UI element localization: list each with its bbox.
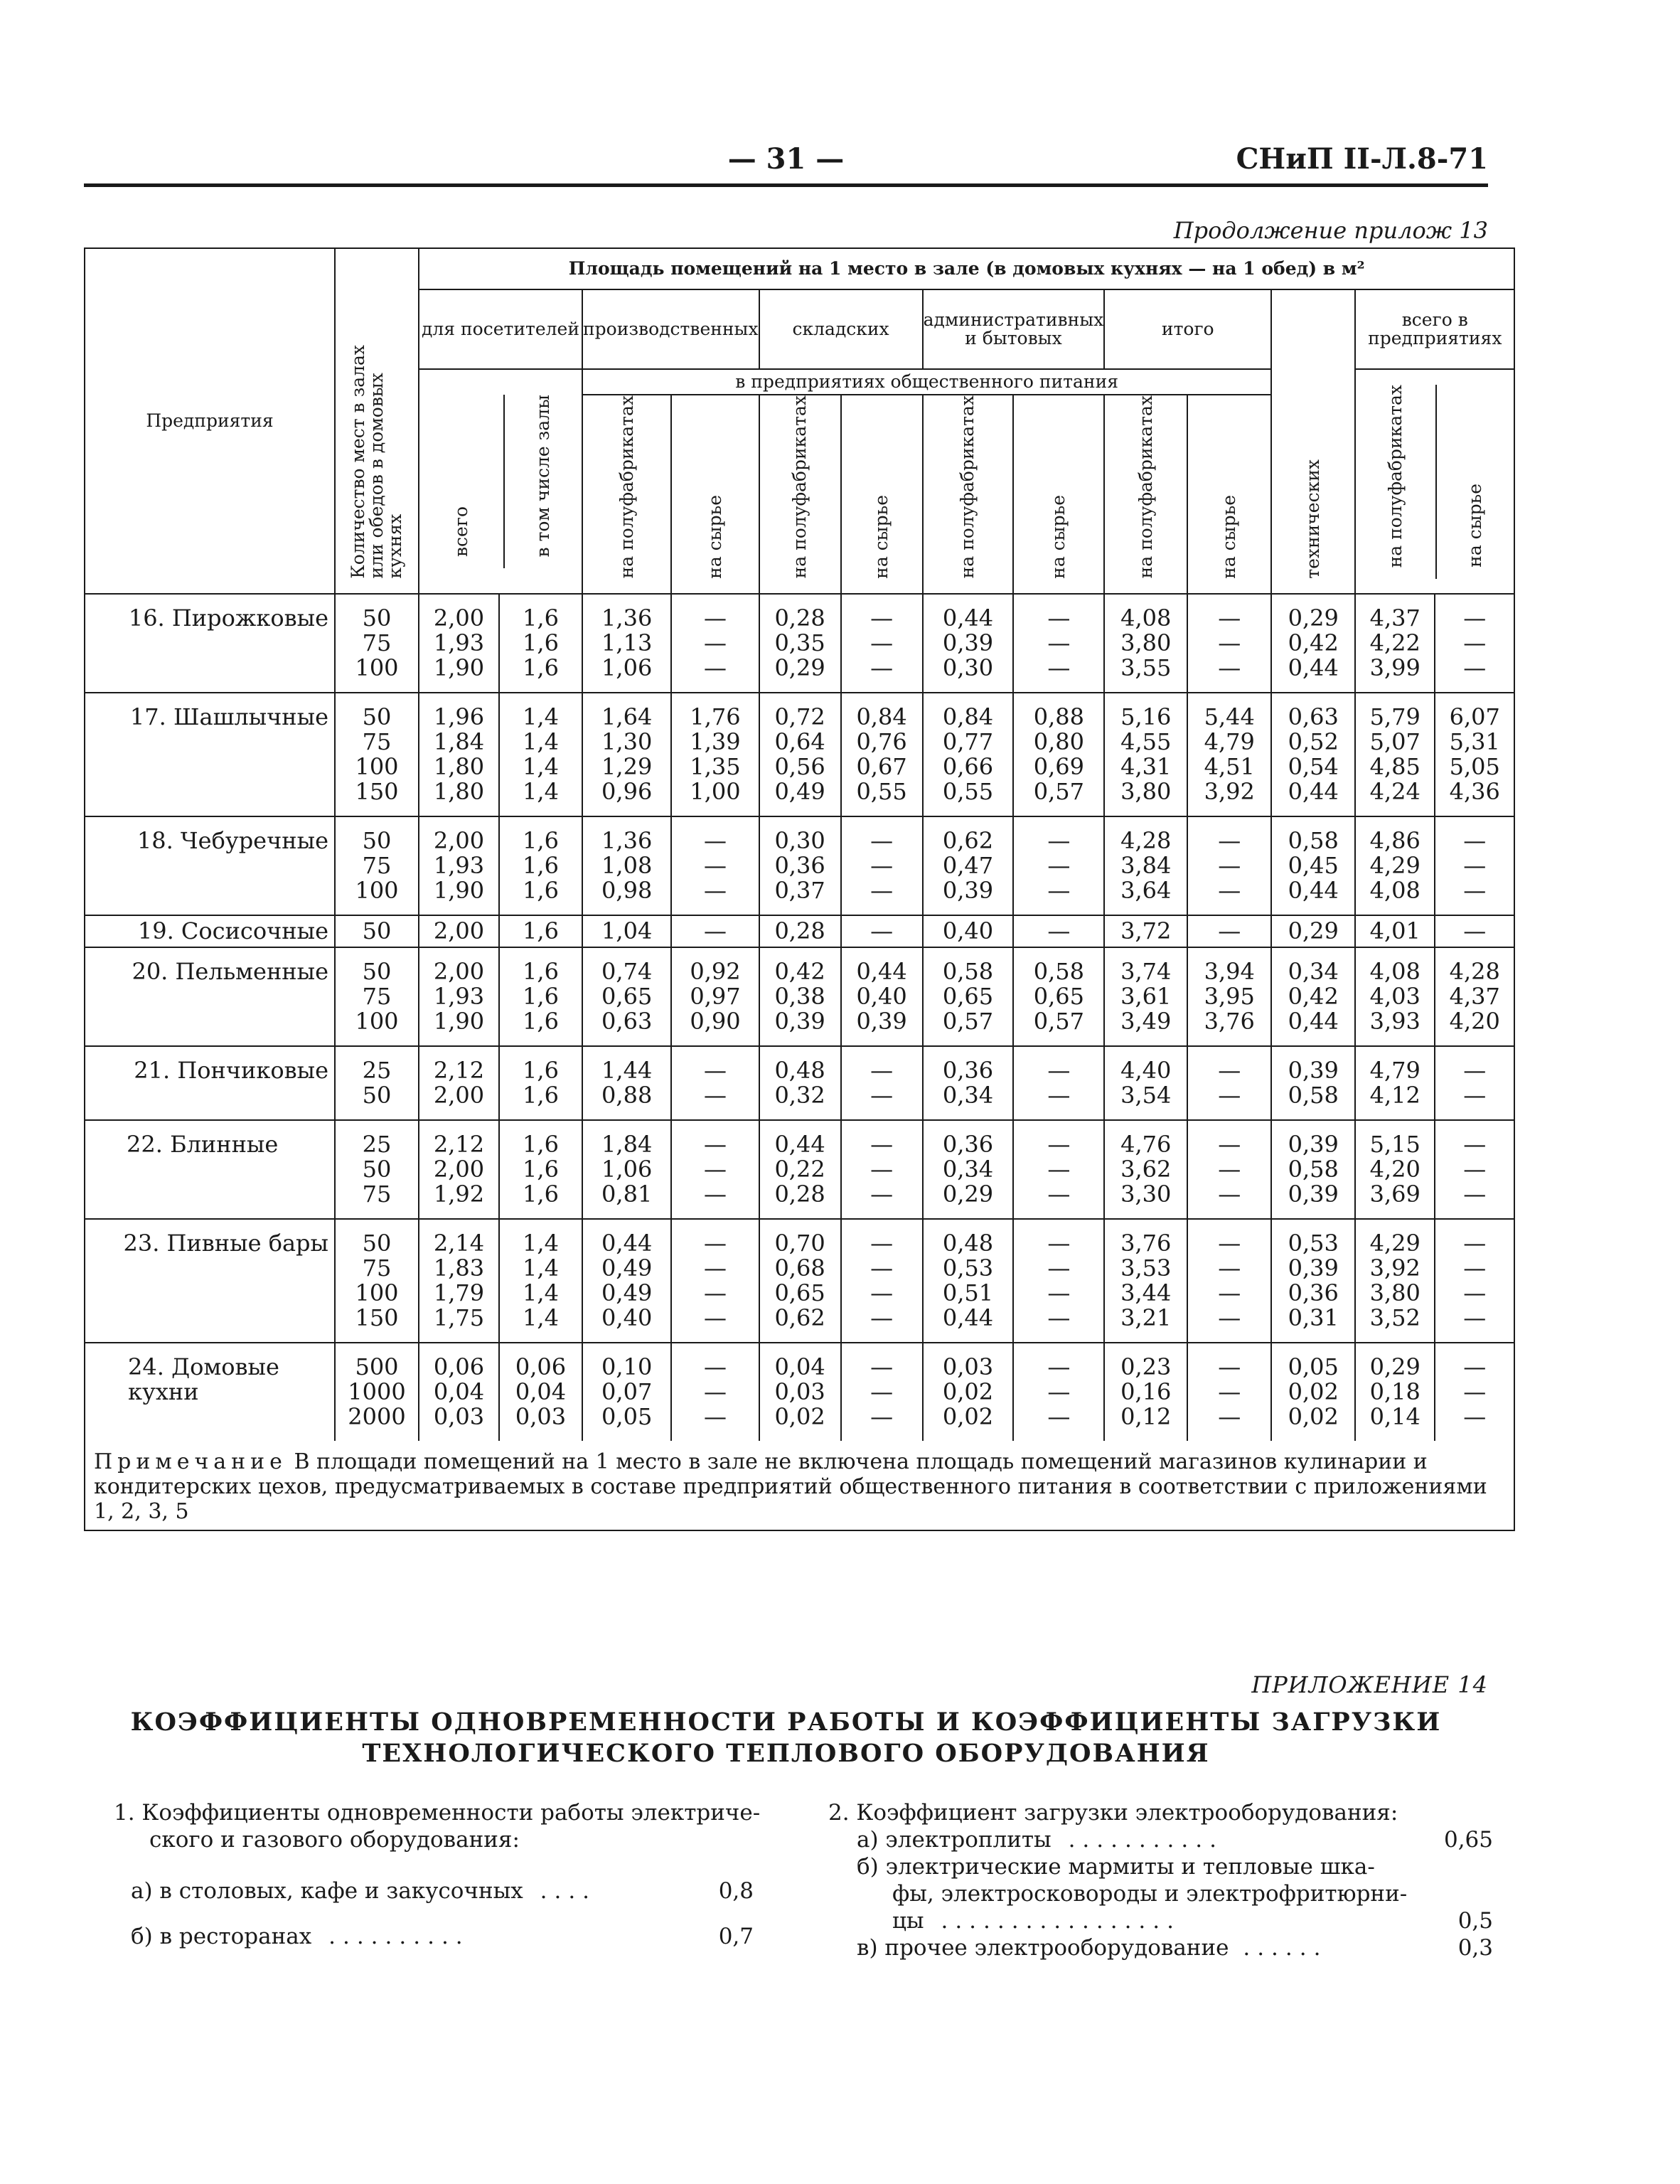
table-cell: 0,39 0,58 <box>1271 1046 1355 1120</box>
seats-value: 25 50 <box>335 1046 419 1120</box>
table-cell: 4,28 3,84 3,64 <box>1104 816 1187 915</box>
table-cell: 1,84 1,06 0,81 <box>582 1120 671 1219</box>
table-cell: — <box>671 915 759 947</box>
table-cell: — <box>1013 915 1104 947</box>
enterprise-name: 22. Блинные <box>85 1120 335 1219</box>
table-cell: 0,44 0,49 0,49 0,40 <box>582 1219 671 1343</box>
header-in-public-catering: в предприятиях общественного питания <box>582 369 1271 395</box>
table-cell: — — — — <box>1013 1219 1104 1343</box>
table-cell: — — <box>1435 1046 1514 1120</box>
header-area-title: Площадь помещений на 1 место в зале (в домовых кухнях — на 1 обед) в м² <box>419 248 1514 289</box>
table-cell: 1,36 1,13 1,06 <box>582 594 671 693</box>
item-1b <box>114 1923 768 1950</box>
continuation-label: Продолжение прилож 13 <box>1173 217 1488 244</box>
table-cell: — — — <box>1013 1120 1104 1219</box>
leader-dots: .... <box>540 1878 597 1904</box>
table-cell: 4,08 4,03 3,93 <box>1355 947 1435 1046</box>
table-cell: 2,12 2,00 1,92 <box>419 1120 499 1219</box>
table-cell: 0,88 0,80 0,69 0,57 <box>1013 693 1104 816</box>
table-cell: — — — <box>1187 816 1271 915</box>
table-cell: 0,06 0,04 0,03 <box>499 1343 582 1441</box>
table-cell: 0,36 0,34 0,29 <box>923 1120 1014 1219</box>
table-cell: 0,42 0,38 0,39 <box>759 947 841 1046</box>
table-row <box>85 1343 1514 1441</box>
seats-value: 25 50 75 <box>335 1120 419 1219</box>
header-enterprises: Предприятия <box>85 248 335 594</box>
appendix-item-2 <box>828 1799 1493 1961</box>
leader-dots: ................. <box>941 1908 1181 1934</box>
table-cell: 0,28 0,35 0,29 <box>759 594 841 693</box>
table-cell: 3,72 <box>1104 915 1187 947</box>
table-cell: 4,08 3,80 3,55 <box>1104 594 1187 693</box>
document-code: СНиП II-Л.8-71 <box>1236 142 1488 176</box>
enterprise-name: 24. Домовые кухни <box>85 1343 335 1441</box>
table-cell: 0,10 0,07 0,05 <box>582 1343 671 1441</box>
table-cell: — — — — <box>1187 1219 1271 1343</box>
table-cell: — — — — <box>1435 1219 1514 1343</box>
table-cell: 5,44 4,79 4,51 3,92 <box>1187 693 1271 816</box>
item-1b-label: б) в ресторанах <box>131 1924 312 1949</box>
area-table <box>84 247 1515 1531</box>
seats-value: 50 75 100 <box>335 594 419 693</box>
table-cell: 2,00 1,93 1,90 <box>419 947 499 1046</box>
table-cell: 0,48 0,32 <box>759 1046 841 1120</box>
appendix-title <box>84 1707 1488 1769</box>
seats-value: 50 75 100 150 <box>335 693 419 816</box>
item-2b-label: цы <box>892 1908 924 1934</box>
leader-dots: ........... <box>1068 1827 1224 1853</box>
table-cell: 2,14 1,83 1,79 1,75 <box>419 1219 499 1343</box>
table-cell: 2,12 2,00 <box>419 1046 499 1120</box>
header-technical: технических <box>1271 289 1355 594</box>
table-cell: 0,03 0,02 0,02 <box>923 1343 1014 1441</box>
header-storage: складских <box>759 289 923 369</box>
table-cell: 2,00 <box>419 915 499 947</box>
table-cell: — — — <box>841 594 923 693</box>
header-semi-admin: на полуфабрикатах <box>923 395 1014 594</box>
table-cell: 0,58 0,65 0,57 <box>1013 947 1104 1046</box>
table-cell: 4,76 3,62 3,30 <box>1104 1120 1187 1219</box>
table-cell: — — — <box>671 594 759 693</box>
leader-dots: .......... <box>328 1924 470 1949</box>
table-row <box>85 1120 1514 1219</box>
table-cell: 6,07 5,31 5,05 4,36 <box>1435 693 1514 816</box>
table-cell: 1,6 1,6 1,6 <box>499 1120 582 1219</box>
table-cell: 1,04 <box>582 915 671 947</box>
table-cell: 0,36 0,34 <box>923 1046 1014 1120</box>
item-2c <box>828 1934 1493 1961</box>
table-cell: — <box>841 915 923 947</box>
table-cell: 0,58 0,45 0,44 <box>1271 816 1355 915</box>
item-1a <box>114 1877 768 1905</box>
table-cell: 0,44 0,40 0,39 <box>841 947 923 1046</box>
enterprise-name: 16. Пирожковые <box>85 594 335 693</box>
table-cell: 0,40 <box>923 915 1014 947</box>
appendix-title-line: ТЕХНОЛОГИЧЕСКОГО ТЕПЛОВОГО ОБОРУДОВАНИЯ <box>362 1739 1210 1768</box>
table-cell: 0,29 <box>1271 915 1355 947</box>
seats-value: 50 <box>335 915 419 947</box>
seats-value: 500 1000 2000 <box>335 1343 419 1441</box>
leader-dots: ...... <box>1243 1935 1328 1961</box>
item-1a-value: 0,8 <box>718 1878 754 1904</box>
table-cell: 0,28 <box>759 915 841 947</box>
table-cell: 0,23 0,16 0,12 <box>1104 1343 1187 1441</box>
table-cell: 0,44 0,22 0,28 <box>759 1120 841 1219</box>
item-2b-text: б) электрические мармиты и тепловые шка- <box>857 1854 1375 1880</box>
enterprise-name: 20. Пельменные <box>85 947 335 1046</box>
table-row <box>85 594 1514 693</box>
header-total-ent-sub <box>1355 369 1514 594</box>
table-cell: 0,72 0,64 0,56 0,49 <box>759 693 841 816</box>
header-semi-total: на полуфабрикатах <box>1356 385 1437 579</box>
table-cell: 4,40 3,54 <box>1104 1046 1187 1120</box>
header-seats: Количество мест в залах или обедов в домовых кухнях <box>335 248 419 594</box>
table-cell: 2,00 1,93 1,90 <box>419 594 499 693</box>
enterprise-name: 17. Шашлычные <box>85 693 335 816</box>
table-cell: — — — <box>1435 816 1514 915</box>
table-note-row <box>85 1441 1514 1530</box>
table-cell: — — — <box>1435 1120 1514 1219</box>
table-cell: — — — <box>671 816 759 915</box>
table-cell: 1,64 1,30 1,29 0,96 <box>582 693 671 816</box>
table-cell: 2,00 1,93 1,90 <box>419 816 499 915</box>
table-cell: 3,76 3,53 3,44 3,21 <box>1104 1219 1187 1343</box>
item-2c-value: 0,3 <box>1457 1935 1493 1961</box>
appendix-label: ПРИЛОЖЕНИЕ 14 <box>1251 1671 1488 1698</box>
header-visitors-sub <box>419 369 582 594</box>
table-cell: 3,94 3,95 3,76 <box>1187 947 1271 1046</box>
table-cell: — — <box>1187 1046 1271 1120</box>
header-incl-halls: в том числе залы <box>533 394 553 558</box>
seats-value: 50 75 100 <box>335 947 419 1046</box>
table-cell: — — — <box>1435 594 1514 693</box>
table-cell: — <box>1187 915 1271 947</box>
table-cell: 1,96 1,84 1,80 1,80 <box>419 693 499 816</box>
table-cell: 4,01 <box>1355 915 1435 947</box>
table-cell: — — — <box>1187 594 1271 693</box>
table-cell: 3,74 3,61 3,49 <box>1104 947 1187 1046</box>
item-2c-label: в) прочее электрооборудование <box>857 1935 1229 1961</box>
page-header <box>84 142 1488 185</box>
table-cell: — <box>1435 915 1514 947</box>
header-raw-total-sum: на сырье <box>1187 395 1271 594</box>
table-cell: 0,84 0,76 0,67 0,55 <box>841 693 923 816</box>
table-cell: 0,70 0,68 0,65 0,62 <box>759 1219 841 1343</box>
table-note <box>85 1441 1514 1530</box>
table-cell: — — <box>841 1046 923 1120</box>
header-visitors: для посетителей <box>419 289 582 369</box>
table-row <box>85 915 1514 947</box>
table-cell: 0,53 0,39 0,36 0,31 <box>1271 1219 1355 1343</box>
seats-value: 50 75 100 150 <box>335 1219 419 1343</box>
table-cell: 4,29 3,92 3,80 3,52 <box>1355 1219 1435 1343</box>
item-2a-value: 0,65 <box>1443 1827 1493 1853</box>
table-cell: 4,86 4,29 4,08 <box>1355 816 1435 915</box>
header-admin: административных и бытовых <box>923 289 1105 369</box>
header-total-in-enterprises: всего в предприятиях <box>1355 289 1514 369</box>
item-2-title: 2. Коэффициент загрузки электрооборудования: <box>828 1800 1398 1826</box>
table-cell: — — — <box>1435 1343 1514 1441</box>
table-cell: 1,6 1,6 <box>499 1046 582 1120</box>
item-1-text: 1. Коэффициенты одновременности работы электриче- <box>114 1800 761 1826</box>
table-cell: 0,92 0,97 0,90 <box>671 947 759 1046</box>
table-cell: 0,30 0,36 0,37 <box>759 816 841 915</box>
seats-value: 50 75 100 <box>335 816 419 915</box>
table-cell: 5,79 5,07 4,85 4,24 <box>1355 693 1435 816</box>
table-cell: — — — <box>1187 1343 1271 1441</box>
table-cell: 1,76 1,39 1,35 1,00 <box>671 693 759 816</box>
header-semi-storage: на полуфабрикатах <box>759 395 841 594</box>
table-cell: — — — <box>671 1343 759 1441</box>
table-cell: 0,04 0,03 0,02 <box>759 1343 841 1441</box>
table-cell: 1,4 1,4 1,4 1,4 <box>499 1219 582 1343</box>
header-raw-storage: на сырье <box>841 395 923 594</box>
table-cell: 1,6 <box>499 915 582 947</box>
item-2b <box>828 1907 1493 1934</box>
enterprise-name: 21. Пончиковые <box>85 1046 335 1120</box>
header-all: всего <box>419 395 505 568</box>
item-1b-value: 0,7 <box>718 1924 754 1949</box>
item-2b-value: 0,5 <box>1457 1908 1493 1934</box>
table-cell: 0,29 0,18 0,14 <box>1355 1343 1435 1441</box>
item-2a-label: а) электроплиты <box>857 1827 1052 1853</box>
table-cell: 5,15 4,20 3,69 <box>1355 1120 1435 1219</box>
enterprise-name: 19. Сосисочные <box>85 915 335 947</box>
header-semi-production: на полуфабрикатах <box>582 395 671 594</box>
appendix-title-line: КОЭФФИЦИЕНТЫ ОДНОВРЕМЕННОСТИ РАБОТЫ И КОЭФФИЦИЕНТЫ ЗАГРУЗКИ <box>130 1708 1442 1737</box>
item-1-text: ского и газового оборудования: <box>149 1827 520 1853</box>
table-cell: — — — — <box>671 1219 759 1343</box>
header-production: производственных <box>582 289 759 369</box>
table-cell: — — <box>671 1046 759 1120</box>
header-raw-admin: на сырье <box>1013 395 1104 594</box>
enterprise-name: 18. Чебуречные <box>85 816 335 915</box>
table-cell: 4,79 4,12 <box>1355 1046 1435 1120</box>
table-row <box>85 693 1514 816</box>
table-cell: 1,44 0,88 <box>582 1046 671 1120</box>
table-cell: — — — <box>1013 816 1104 915</box>
table-cell: — — <box>1013 1046 1104 1120</box>
table-cell: 1,6 1,6 1,6 <box>499 947 582 1046</box>
header-total: итого <box>1104 289 1271 369</box>
table-cell: — — — <box>1013 594 1104 693</box>
table-cell: 1,36 1,08 0,98 <box>582 816 671 915</box>
table-cell: — — — <box>671 1120 759 1219</box>
table-cell: — — — <box>841 816 923 915</box>
note-lead: Примечание <box>94 1449 287 1475</box>
table-cell: 0,34 0,42 0,44 <box>1271 947 1355 1046</box>
header-raw-production: на сырье <box>671 395 759 594</box>
table-cell: 0,48 0,53 0,51 0,44 <box>923 1219 1014 1343</box>
table-cell: 0,62 0,47 0,39 <box>923 816 1014 915</box>
table-cell: 0,58 0,65 0,57 <box>923 947 1014 1046</box>
table-cell: 0,84 0,77 0,66 0,55 <box>923 693 1014 816</box>
note-text: В площади помещений на 1 место в зале не включена площадь помещений магазинов кулинарии и кондитерских цехов, предусматриваемых в составе предприятий общественного питания в соответствии с приложениями 1, 2, 3, 5 <box>94 1449 1487 1525</box>
table-cell: 0,05 0,02 0,02 <box>1271 1343 1355 1441</box>
table-cell: — — — <box>841 1120 923 1219</box>
table-cell: 4,28 4,37 4,20 <box>1435 947 1514 1046</box>
table-cell: 0,44 0,39 0,30 <box>923 594 1014 693</box>
header-raw-total: на сырье <box>1465 484 1486 568</box>
table-row <box>85 947 1514 1046</box>
table-cell: 1,6 1,6 1,6 <box>499 594 582 693</box>
table-row <box>85 1219 1514 1343</box>
table-cell: 4,37 4,22 3,99 <box>1355 594 1435 693</box>
table-cell: 0,63 0,52 0,54 0,44 <box>1271 693 1355 816</box>
table-row <box>85 816 1514 915</box>
table-cell: 1,4 1,4 1,4 1,4 <box>499 693 582 816</box>
table-cell: 0,29 0,42 0,44 <box>1271 594 1355 693</box>
item-2a <box>828 1826 1493 1853</box>
table-cell: 0,06 0,04 0,03 <box>419 1343 499 1441</box>
table-cell: — — — <box>1013 1343 1104 1441</box>
table-cell: — — — <box>1187 1120 1271 1219</box>
table-cell: 1,6 1,6 1,6 <box>499 816 582 915</box>
header-semi-total-sum: на полуфабрикатах <box>1104 395 1187 594</box>
item-2b-text: фы, электросковороды и электрофритюрни- <box>892 1881 1408 1907</box>
appendix-item-1 <box>114 1799 768 1950</box>
table-cell: 0,74 0,65 0,63 <box>582 947 671 1046</box>
table-cell: — — — <box>841 1343 923 1441</box>
table-cell: 5,16 4,55 4,31 3,80 <box>1104 693 1187 816</box>
table-row <box>85 1046 1514 1120</box>
item-1a-label: а) в столовых, кафе и закусочных <box>131 1878 523 1904</box>
page-number: — 31 — <box>727 142 845 176</box>
table-cell: — — — — <box>841 1219 923 1343</box>
header-rule <box>84 183 1488 187</box>
enterprise-name: 23. Пивные бары <box>85 1219 335 1343</box>
table-cell: 0,39 0,58 0,39 <box>1271 1120 1355 1219</box>
